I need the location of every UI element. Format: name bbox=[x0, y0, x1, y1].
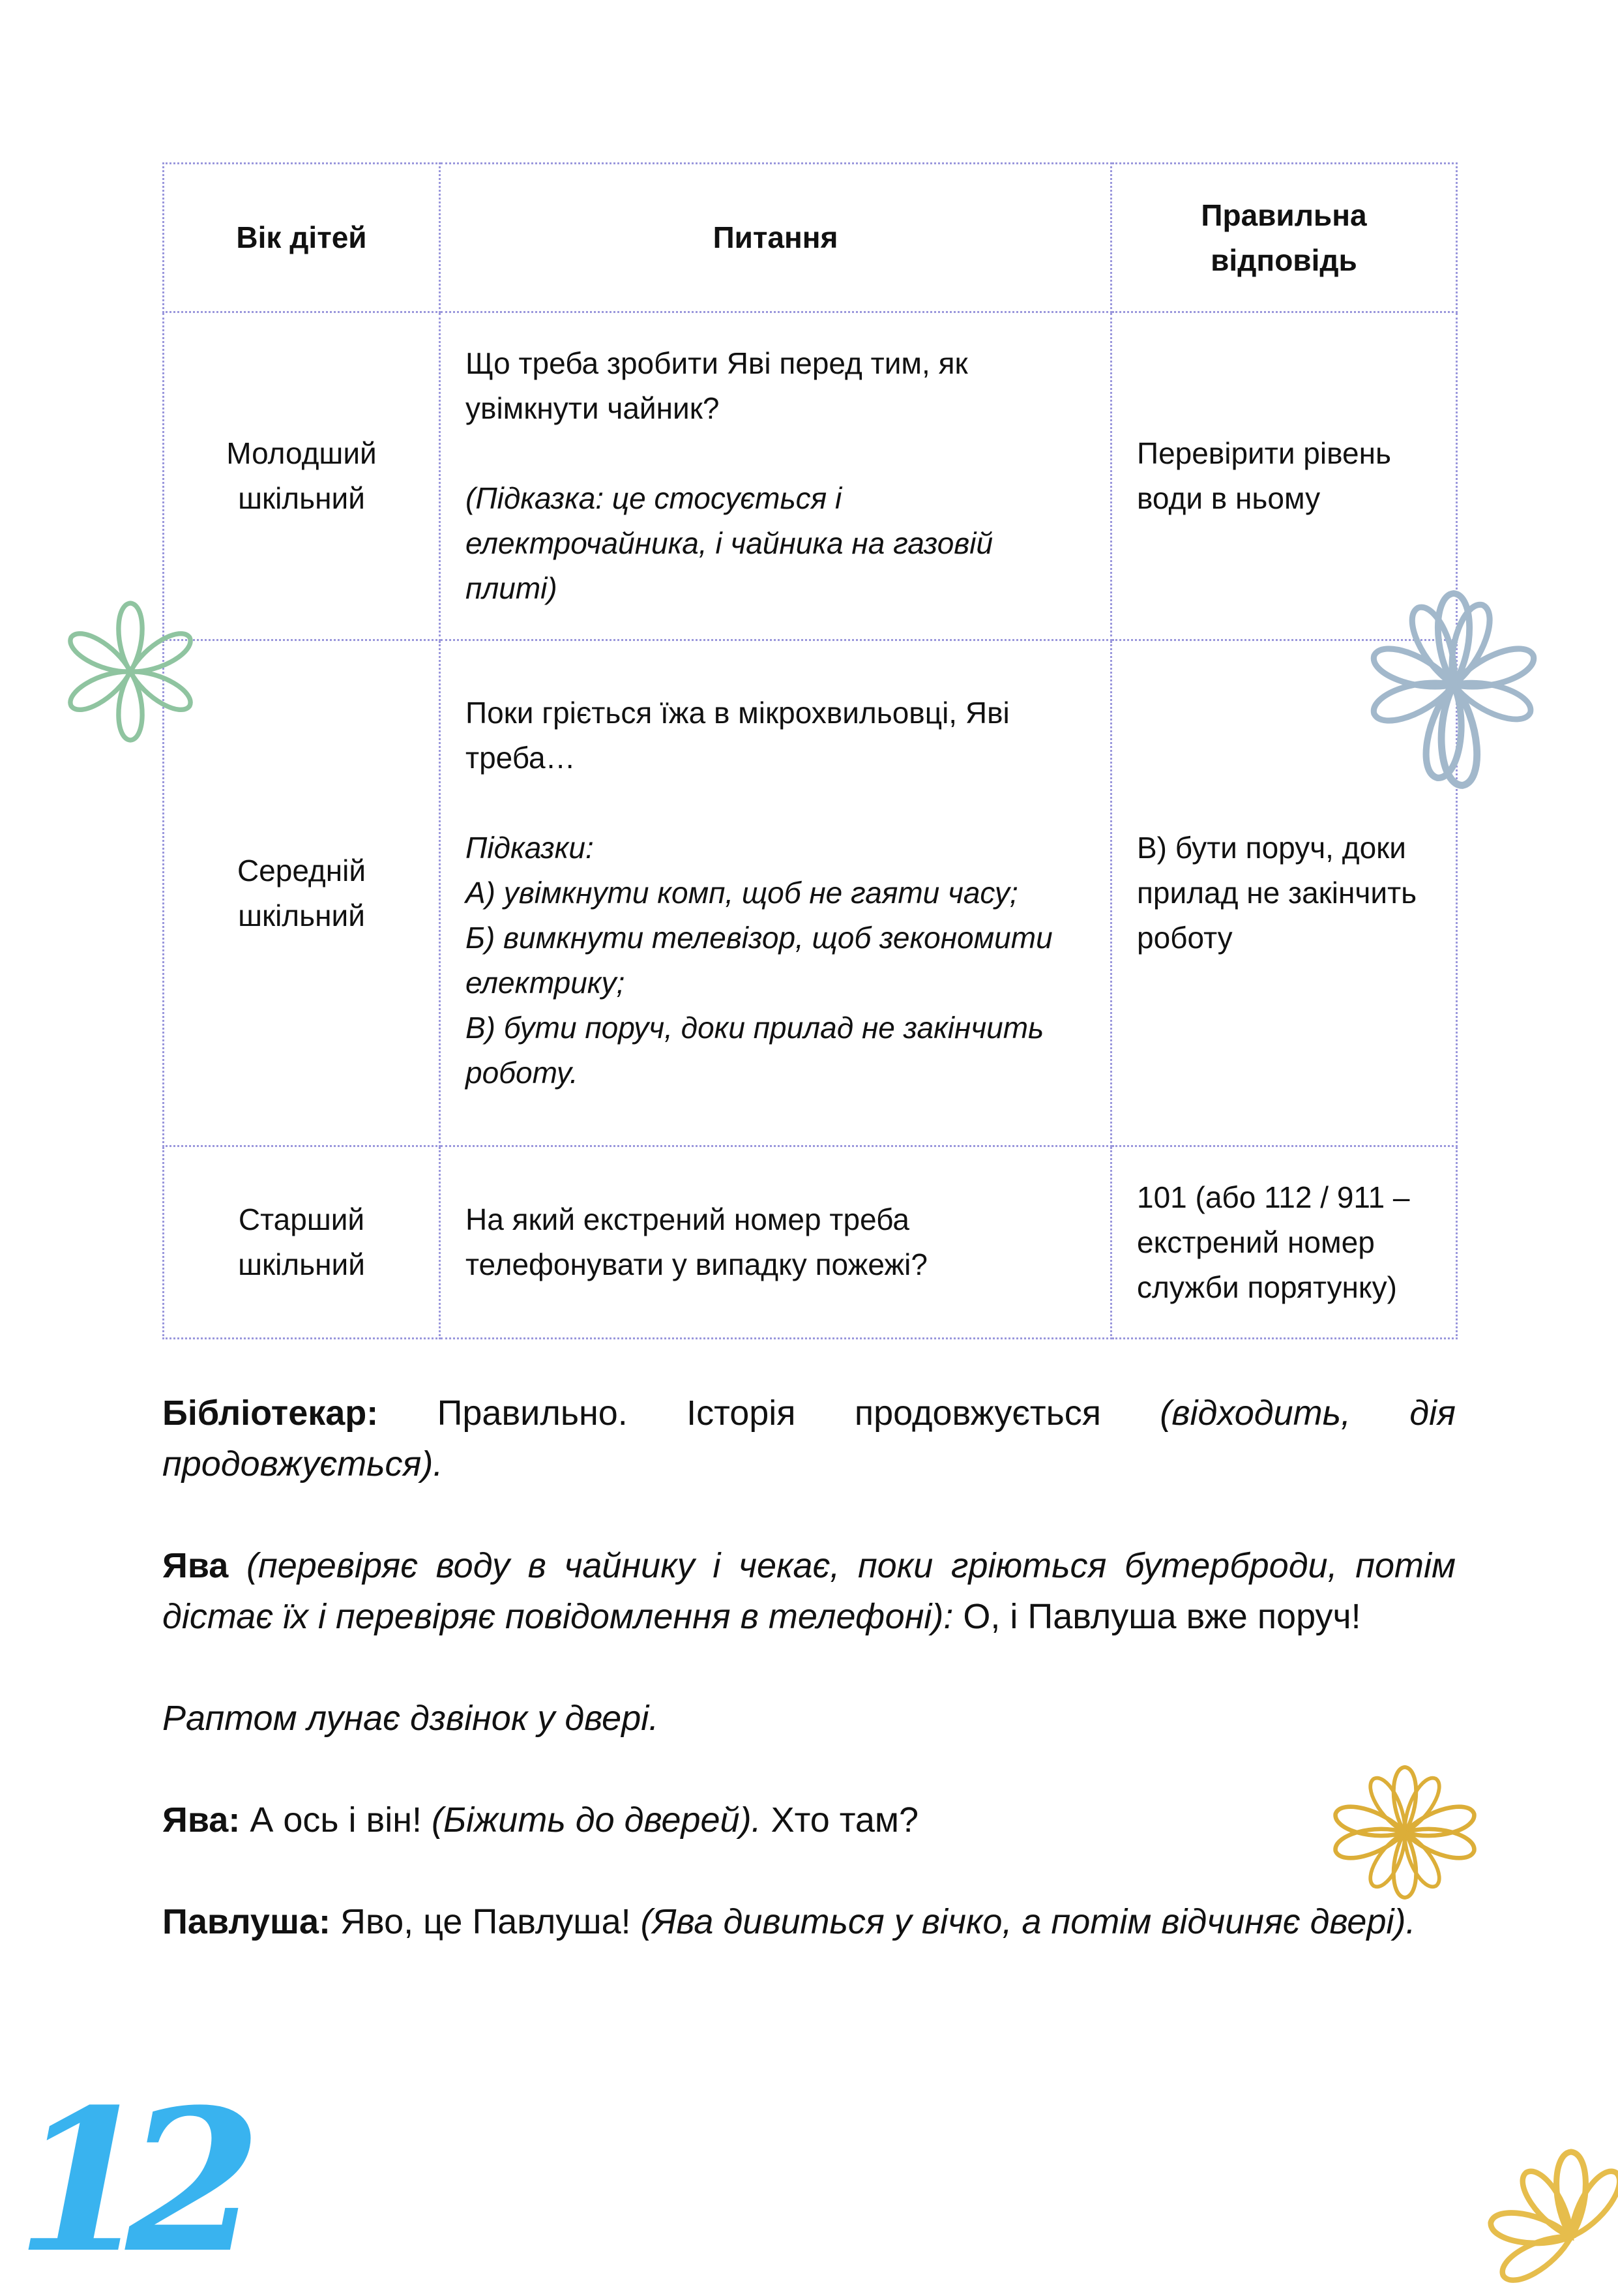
spoken-text: А ось і він! bbox=[240, 1800, 432, 1840]
hint-text: (Підказка: це стосується і електрочайника, і чайника на газовій плиті) bbox=[465, 481, 993, 605]
question-cell bbox=[440, 312, 1111, 640]
answer-cell: Перевірити рівень води в ньому bbox=[1111, 312, 1457, 640]
header-question: Питання bbox=[440, 164, 1111, 312]
age-cell: Середній шкільний bbox=[164, 640, 440, 1146]
answer-cell: В) бути поруч, доки прилад не закінчить роботу bbox=[1111, 640, 1457, 1146]
question-text: Що треба зробити Яві перед тим, як увімкнути чайник? bbox=[465, 346, 968, 425]
table-row bbox=[164, 1146, 1457, 1339]
spoken-text: О, і Павлуша вже поруч! bbox=[953, 1597, 1361, 1636]
header-answer: Правильна відповідь bbox=[1111, 164, 1457, 312]
header-age: Вік дітей bbox=[164, 164, 440, 312]
quiz-table bbox=[162, 162, 1458, 1339]
age-cell: Молодший шкільний bbox=[164, 312, 440, 640]
age-cell: Старший шкільний bbox=[164, 1146, 440, 1339]
spoken-text: Хто там? bbox=[761, 1800, 919, 1840]
hints-title: Підказки: bbox=[465, 831, 594, 865]
table-header-row bbox=[164, 164, 1457, 312]
speaker-label: Павлуша: bbox=[162, 1902, 331, 1941]
hint-option: А) увімкнути комп, щоб не гаяти часу; bbox=[465, 876, 1018, 910]
answer-cell: 101 (або 112 / 911 – екстрений номер служби порятунку) bbox=[1111, 1146, 1457, 1339]
stage-direction: (відходить, дія продовжується). bbox=[162, 1394, 1456, 1483]
question-text: Поки гріється їжа в мікрохвильовці, Яві треба… bbox=[465, 696, 1010, 775]
question-cell bbox=[440, 640, 1111, 1146]
flower-yellow-corner-icon bbox=[1480, 2145, 1618, 2289]
stage-direction: (перевіряє воду в чайнику і чекає, поки гріються бутерброди, потім дістає їх і перевіряє повідомлення в телефоні): bbox=[162, 1546, 1456, 1636]
spoken-text: Яво, це Павлуша! bbox=[330, 1902, 641, 1941]
stage-direction: Раптом лунає дзвінок у двері. bbox=[162, 1699, 659, 1738]
flower-yellow-icon bbox=[1323, 1761, 1486, 1904]
flower-blue-icon bbox=[1356, 574, 1552, 796]
script-text bbox=[162, 1388, 1456, 1998]
paragraph-librarian bbox=[162, 1388, 1456, 1489]
hint-option: Б) вимкнути телевізор, щоб зекономити електрику; bbox=[465, 921, 1053, 1000]
speaker-label: Ява bbox=[162, 1546, 229, 1585]
hint-option: В) бути поруч, доки прилад не закінчить роботу. bbox=[465, 1011, 1044, 1090]
stage-direction: (Біжить до дверей). bbox=[432, 1800, 761, 1840]
speaker-label: Ява: bbox=[162, 1800, 241, 1840]
page-number: 12 bbox=[16, 2066, 236, 2296]
paragraph-yava-2 bbox=[162, 1795, 1456, 1845]
flower-green-icon bbox=[52, 593, 209, 750]
paragraph-pavlusha bbox=[162, 1896, 1456, 1947]
table-row bbox=[164, 312, 1457, 640]
table-row bbox=[164, 640, 1457, 1146]
question-cell: На який екстрений номер треба телефонувати у випадку пожежі? bbox=[440, 1146, 1111, 1339]
speaker-label: Бібліотекар: bbox=[162, 1394, 379, 1433]
stage-direction: (Ява дивиться у вічко, а потім відчиняє двері). bbox=[640, 1902, 1416, 1941]
paragraph-yava bbox=[162, 1540, 1456, 1642]
spoken-text: Правильно. Історія продовжується bbox=[378, 1394, 1160, 1433]
